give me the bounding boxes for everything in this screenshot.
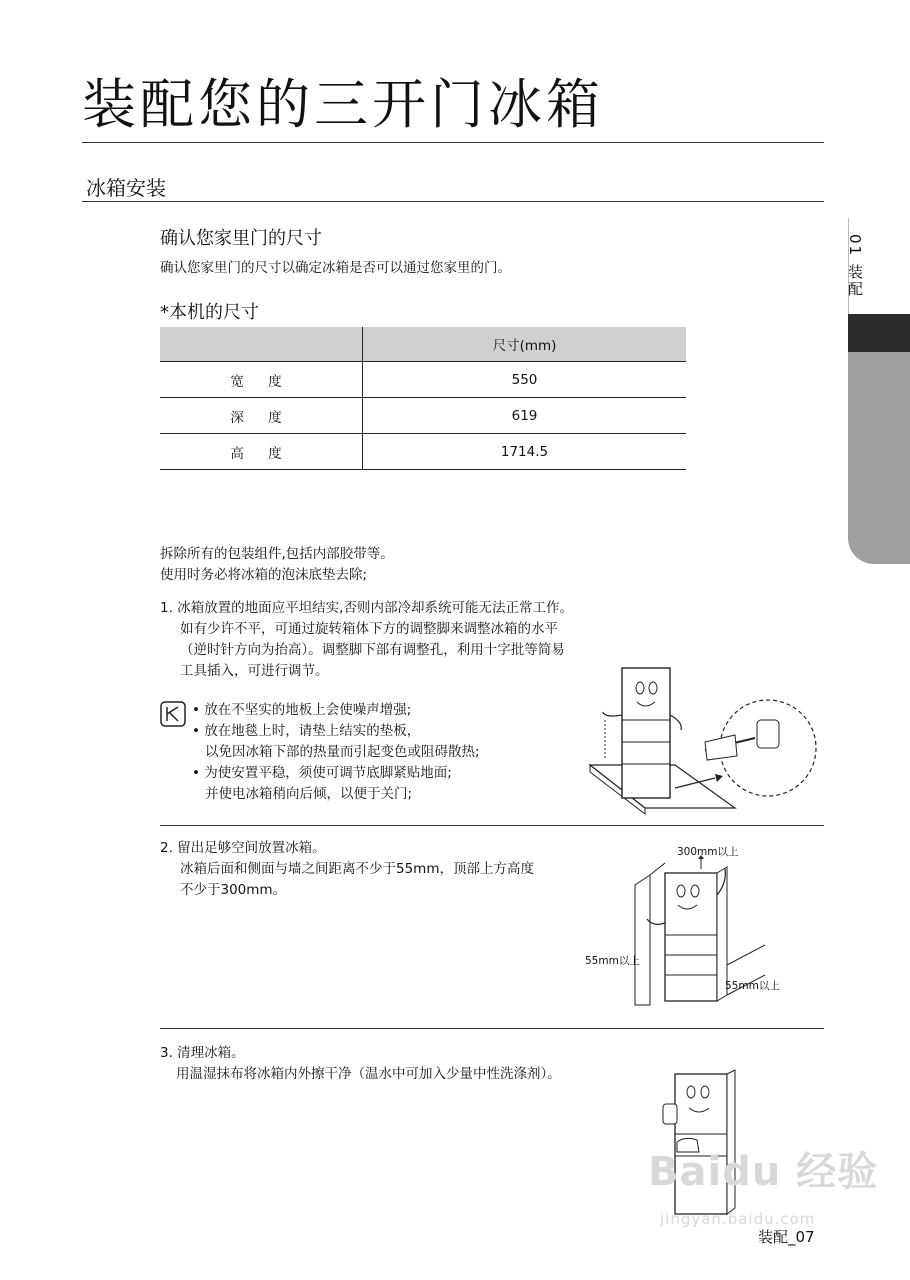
table-row [160, 398, 686, 434]
table-header-size: 尺寸(mm) [363, 327, 687, 362]
intro-line: 使用时务必将冰箱的泡沫底垫去除; [160, 567, 368, 583]
dimensions-table [160, 327, 686, 470]
row-label: 高 度 [160, 434, 363, 470]
page-title: 装配您的三开门冰箱 [82, 73, 604, 136]
side-tab-dark-band [848, 314, 910, 352]
side-tab-label: 01 装配 [846, 234, 864, 298]
divider-step3 [160, 1028, 824, 1029]
table-row [160, 434, 686, 470]
step1-note: • 为使安置平稳，须使可调节底脚紧贴地面; [192, 765, 452, 781]
side-tab-gray [848, 352, 910, 564]
step1-note: • 放在地毯上时，请垫上结实的垫板， [192, 723, 421, 739]
clearance-left-label: 55mm以上 [585, 955, 640, 967]
step2-line: 冰箱后面和侧面与墙之间距离不少于55mm，顶部上方高度 [180, 861, 534, 877]
dimensions-heading: *本机的尺寸 [160, 302, 259, 323]
step1-note: 以免因冰箱下部的热量而引起变色或阻碍散热; [205, 744, 480, 760]
table-row [160, 362, 686, 398]
step1-line: （逆时针方向为抬高）。调整脚下部有调整孔，利用十字批等简易 [180, 642, 565, 658]
intro-line: 拆除所有的包装组件,包括内部胶带等。 [160, 546, 394, 562]
note-icon [160, 701, 186, 727]
section-title: 冰箱安装 [86, 176, 166, 200]
step1-line: 工具插入，可进行调节。 [180, 663, 329, 679]
step2-line: 不少于300mm。 [180, 882, 287, 898]
step1-note: • 放在不坚实的地板上会使噪声增强; [192, 702, 412, 718]
table-header-row [160, 327, 686, 362]
row-label: 深 度 [160, 398, 363, 434]
watermark-logo: Baidu 经验 [648, 1149, 879, 1195]
check-door-desc: 确认您家里门的尺寸以确定冰箱是否可以通过您家里的门。 [160, 260, 511, 276]
section-rule [82, 201, 824, 202]
check-door-heading: 确认您家里门的尺寸 [160, 228, 322, 249]
step1-note: 并使电冰箱稍向后倾，以便于关门; [205, 786, 413, 802]
divider-step2 [160, 825, 824, 826]
step1-line: 如有少许不平，可通过旋转箱体下方的调整脚来调整冰箱的水平 [180, 621, 558, 637]
step3-line: 3. 清理冰箱。 [160, 1045, 245, 1061]
step2-line: 2. 留出足够空间放置冰箱。 [160, 840, 326, 856]
row-value: 1714.5 [363, 434, 687, 470]
clearance-right-label: 55mm以上 [725, 980, 780, 992]
table-header-empty [160, 327, 363, 362]
row-value: 619 [363, 398, 687, 434]
clearance-top-label: 300mm以上 [677, 846, 739, 858]
leveling-illustration [585, 660, 851, 820]
row-value: 550 [363, 362, 687, 398]
step3-line: 用温湿抹布将冰箱内外擦干净（温水中可加入少量中性洗涤剂）。 [176, 1066, 561, 1082]
watermark-url: jingyan.baidu.com [660, 1210, 816, 1228]
step1-line: 1. 冰箱放置的地面应平坦结实,否则内部冷却系统可能无法正常工作。 [160, 600, 573, 616]
page-footer: 装配_07 [758, 1228, 815, 1246]
title-rule [82, 142, 824, 143]
row-label: 宽 度 [160, 362, 363, 398]
